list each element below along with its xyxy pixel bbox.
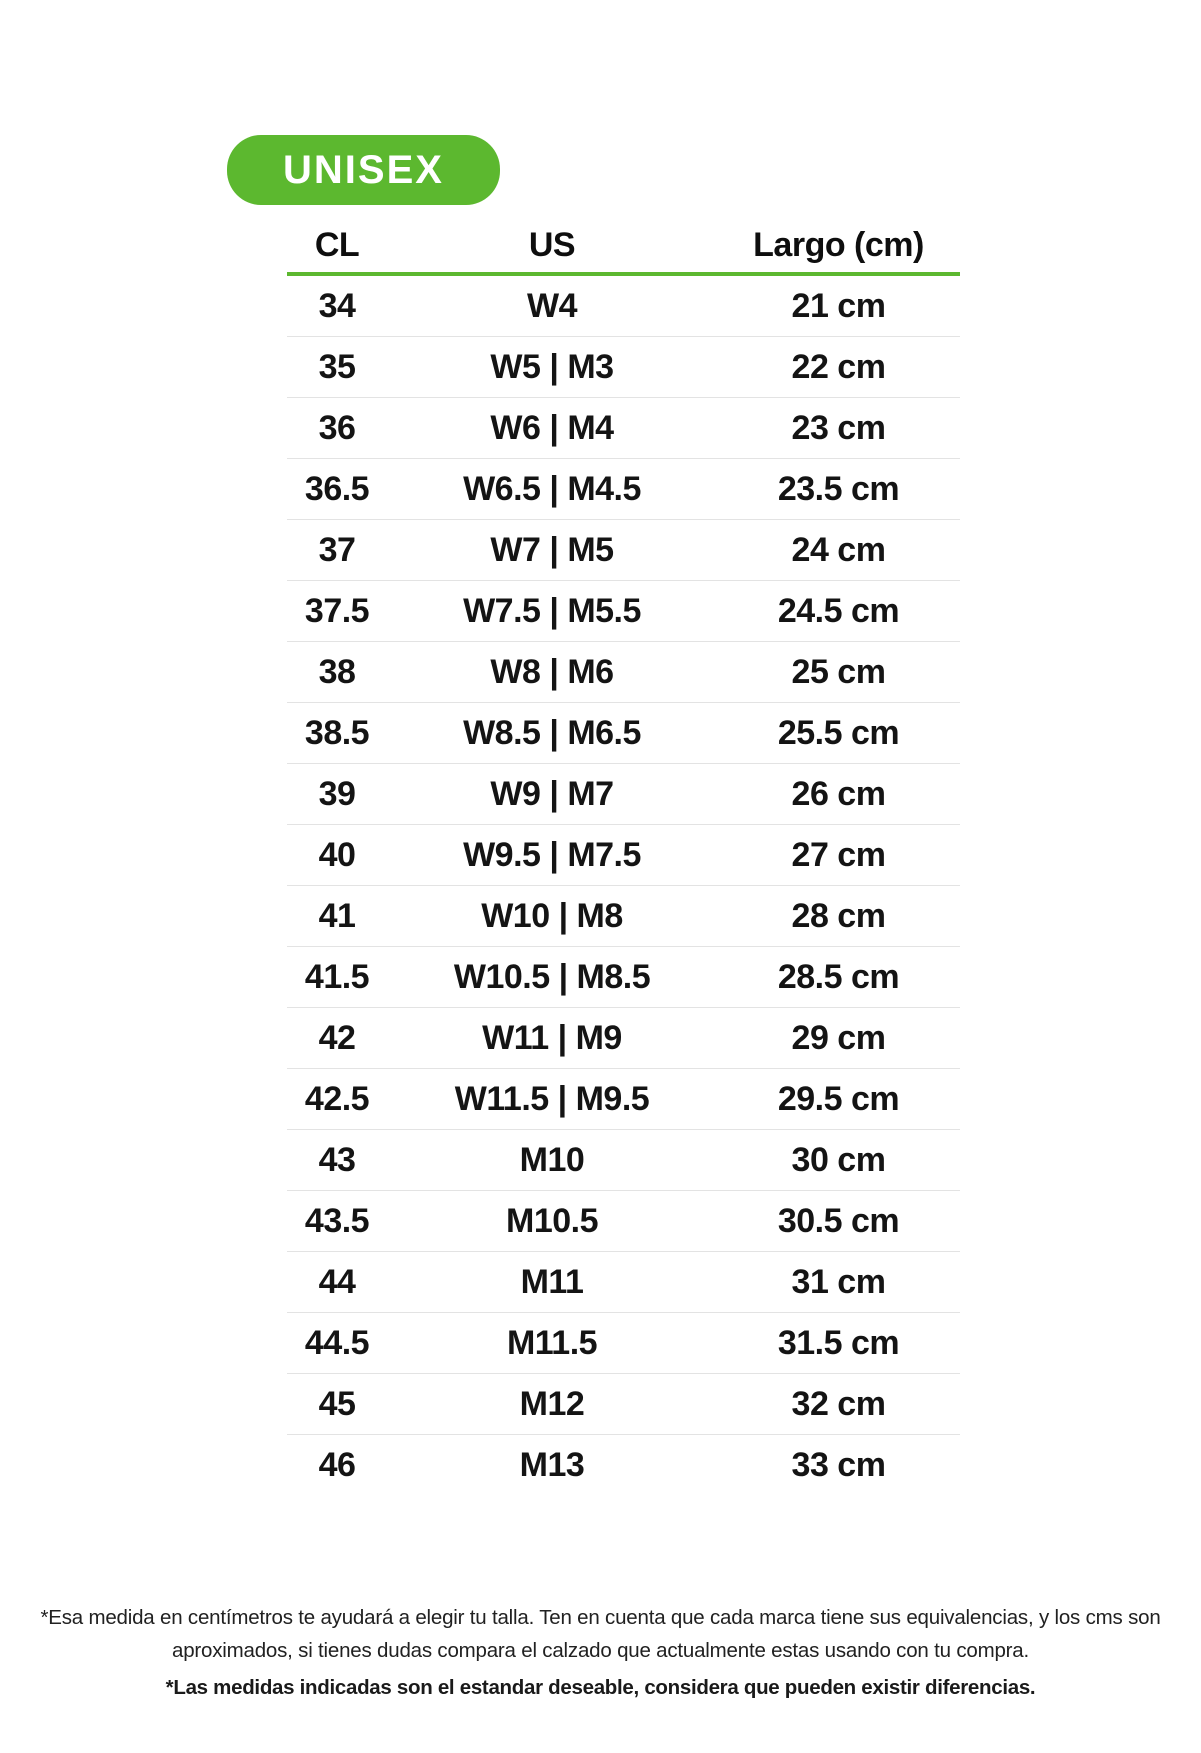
cell-cl-size: 37 bbox=[318, 530, 356, 569]
cell-length-cm: 31.5 cm bbox=[777, 1323, 900, 1362]
cell-us-size: W11 | M9 bbox=[482, 1018, 622, 1057]
size-conversion-table bbox=[287, 218, 960, 1496]
cell-us-size: W7.5 | M5.5 bbox=[463, 591, 641, 630]
table-row bbox=[287, 276, 960, 337]
table-row bbox=[287, 581, 960, 642]
cell-length-cm: 24.5 cm bbox=[777, 591, 900, 630]
size-table-header-row bbox=[287, 218, 960, 276]
unisex-badge-label: UNISEX bbox=[283, 147, 444, 192]
table-row bbox=[287, 1130, 960, 1191]
cell-cl-size: 44.5 bbox=[304, 1323, 370, 1362]
cell-us-size: M13 bbox=[519, 1446, 585, 1484]
cell-cl-size: 45 bbox=[318, 1384, 356, 1423]
table-row bbox=[287, 337, 960, 398]
table-row bbox=[287, 1191, 960, 1252]
cell-cl-size: 43 bbox=[318, 1140, 356, 1179]
column-header-cl: CL bbox=[314, 225, 360, 264]
cell-us-size: W9.5 | M7.5 bbox=[463, 835, 641, 874]
cell-us-size: W6 | M4 bbox=[490, 408, 614, 447]
table-row bbox=[287, 886, 960, 947]
cell-length-cm: 27 cm bbox=[791, 835, 886, 874]
cell-cl-size: 40 bbox=[318, 835, 356, 874]
table-row bbox=[287, 642, 960, 703]
table-row bbox=[287, 764, 960, 825]
cell-us-size: M12 bbox=[519, 1384, 585, 1423]
cell-us-size: M10 bbox=[519, 1140, 585, 1179]
table-row bbox=[287, 1435, 960, 1496]
cell-cl-size: 39 bbox=[318, 774, 356, 813]
cell-cl-size: 36 bbox=[318, 408, 356, 447]
cell-length-cm: 29 cm bbox=[791, 1018, 886, 1057]
cell-us-size: M11.5 bbox=[506, 1323, 598, 1362]
table-row bbox=[287, 703, 960, 764]
cell-length-cm: 22 cm bbox=[791, 347, 886, 386]
column-header-largo: Largo (cm) bbox=[753, 225, 924, 264]
cell-length-cm: 23.5 cm bbox=[777, 469, 900, 508]
cell-us-size: W8 | M6 bbox=[490, 652, 614, 691]
cell-us-size: W9 | M7 bbox=[490, 774, 614, 813]
cell-cl-size: 38.5 bbox=[304, 713, 370, 752]
cell-us-size: W5 | M3 bbox=[490, 347, 614, 386]
cell-length-cm: 30 cm bbox=[791, 1140, 886, 1179]
cell-length-cm: 31 cm bbox=[791, 1262, 886, 1301]
cell-length-cm: 23 cm bbox=[791, 408, 886, 447]
cell-cl-size: 38 bbox=[318, 652, 356, 691]
cell-length-cm: 33 cm bbox=[791, 1446, 886, 1484]
table-row bbox=[287, 1374, 960, 1435]
unisex-badge bbox=[227, 135, 500, 205]
cell-length-cm: 28 cm bbox=[791, 896, 886, 935]
cell-length-cm: 32 cm bbox=[791, 1384, 886, 1423]
cell-cl-size: 41 bbox=[318, 896, 356, 935]
footnote-standard-disclaimer: *Las medidas indicadas son el estandar deseable, considera que pueden existir diferencias. bbox=[165, 1676, 1036, 1699]
cell-cl-size: 41.5 bbox=[304, 957, 370, 996]
table-row bbox=[287, 1069, 960, 1130]
cell-us-size: W4 bbox=[527, 286, 577, 325]
cell-us-size: M11 bbox=[520, 1262, 584, 1301]
cell-cl-size: 44 bbox=[318, 1262, 356, 1301]
cell-us-size: W7 | M5 bbox=[490, 530, 614, 569]
column-header-us: US bbox=[528, 225, 576, 264]
cell-length-cm: 25.5 cm bbox=[777, 713, 900, 752]
cell-us-size: M10.5 bbox=[506, 1201, 598, 1240]
table-row bbox=[287, 459, 960, 520]
cell-length-cm: 21 cm bbox=[791, 286, 886, 325]
footnotes bbox=[0, 1601, 1201, 1700]
table-row bbox=[287, 1252, 960, 1313]
cell-length-cm: 25 cm bbox=[791, 652, 886, 691]
cell-cl-size: 35 bbox=[318, 347, 356, 386]
size-table-body bbox=[287, 276, 960, 1496]
cell-length-cm: 28.5 cm bbox=[777, 957, 900, 996]
cell-us-size: W10 | M8 bbox=[481, 896, 623, 935]
table-row bbox=[287, 1313, 960, 1374]
cell-cl-size: 37.5 bbox=[304, 591, 370, 630]
cell-length-cm: 29.5 cm bbox=[777, 1079, 900, 1118]
table-row bbox=[287, 398, 960, 459]
cell-cl-size: 34 bbox=[318, 286, 356, 325]
cell-cl-size: 42 bbox=[318, 1018, 356, 1057]
table-row bbox=[287, 1008, 960, 1069]
cell-us-size: W8.5 | M6.5 bbox=[463, 713, 641, 752]
footnote-measurement-help: *Esa medida en centímetros te ayudará a elegir tu talla. Ten en cuenta que cada marca tiene sus equivalencias, y los cms son aproximados, si tienes dudas compara el calzado que actualmente estas usando con tu compra. bbox=[40, 1606, 1161, 1662]
cell-cl-size: 46 bbox=[318, 1446, 356, 1484]
cell-cl-size: 42.5 bbox=[304, 1079, 370, 1118]
cell-cl-size: 36.5 bbox=[304, 469, 370, 508]
cell-us-size: W6.5 | M4.5 bbox=[463, 469, 641, 508]
cell-us-size: W11.5 | M9.5 bbox=[454, 1079, 650, 1118]
cell-length-cm: 24 cm bbox=[791, 530, 886, 569]
table-row bbox=[287, 520, 960, 581]
table-row bbox=[287, 825, 960, 886]
cell-cl-size: 43.5 bbox=[304, 1201, 370, 1240]
cell-us-size: W10.5 | M8.5 bbox=[453, 957, 651, 996]
table-row bbox=[287, 947, 960, 1008]
cell-length-cm: 30.5 cm bbox=[777, 1201, 900, 1240]
cell-length-cm: 26 cm bbox=[791, 774, 886, 813]
